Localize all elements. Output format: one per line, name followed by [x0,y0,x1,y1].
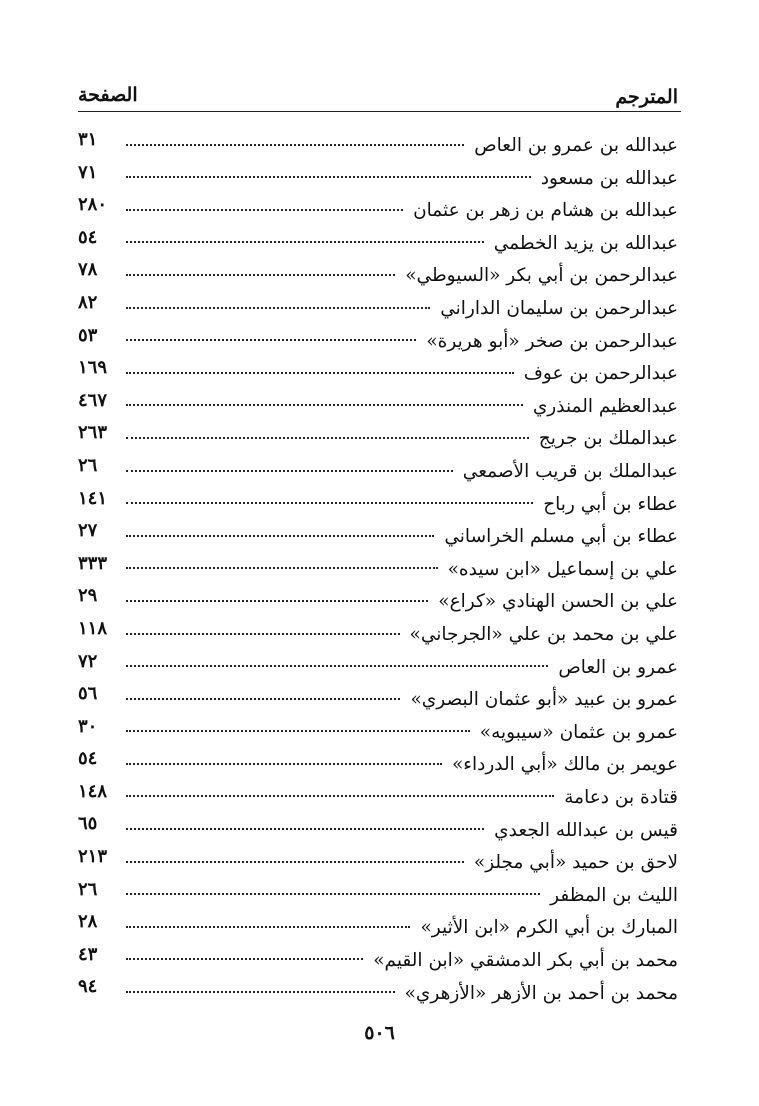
dot-leader [126,176,531,178]
entry-name: عبدالرحمن بن عوف [523,363,678,385]
index-entry [78,290,678,323]
dot-leader [126,763,442,765]
dot-leader [126,241,484,243]
index-entry [78,388,678,421]
dot-leader [126,698,400,700]
index-entry [78,453,678,486]
header-divider [78,111,681,112]
index-entry [78,486,678,519]
entry-name: عبدالملك بن جريج [538,428,678,450]
index-entry [78,714,678,747]
entry-name: عمرو بن عثمان «سيبويه» [479,721,678,743]
entry-name: عطاء بن أبي مسلم الخراساني [444,526,678,548]
entry-page-number: ٨٢ [78,291,98,313]
index-entry [78,779,678,812]
dot-leader [126,535,434,537]
index-header [78,84,678,112]
dot-leader [126,339,416,341]
entry-page-number: ٢٧ [78,520,98,542]
index-entry [78,616,678,649]
index-entry [78,974,678,1007]
entry-page-number: ٧٨ [78,259,98,281]
entry-name: عبدالله بن هشام بن زهر بن عثمان [413,200,678,222]
entry-name: محمد بن أبي بكر الدمشقي «ابن القيم» [373,949,678,971]
entry-page-number: ٢٦ [78,454,98,476]
entry-name: علي بن إسماعيل «ابن سيده» [447,558,678,580]
index-entry [78,420,678,453]
entry-name: علي بن محمد بن علي «الجرجاني» [409,624,678,645]
dot-leader [126,470,453,472]
entry-page-number: ٣١ [78,129,98,150]
index-entry [78,681,678,714]
entry-name: عبدالملك بن قريب الأصمعي [462,461,678,483]
entry-page-number: ١٤٨ [78,780,108,802]
entry-page-number: ٥٣ [78,324,98,346]
page-column-title: الصفحة [78,84,138,106]
entry-page-number: ٧٢ [78,650,98,672]
dot-leader [126,795,554,797]
index-entry [78,257,678,290]
entry-page-number: ٢٦٣ [78,422,108,444]
dot-leader [126,958,363,960]
entry-name: عويمر بن مالك «أبي الدرداء» [451,754,678,776]
index-entry [78,844,678,877]
index-entry [78,583,678,616]
translated-person-column-title: المترجم [615,86,678,108]
dot-leader [126,274,395,276]
entry-name: عبدالله بن مسعود [540,167,678,189]
entry-name: عبدالرحمن بن صخر «أبو هريرة» [426,330,678,352]
entry-name: الليث بن المظفر [550,884,678,906]
dot-leader [126,828,484,830]
index-entry [78,518,678,551]
entry-name: علي بن الحسن الهنادي «كراع» [438,591,678,613]
dot-leader [126,926,410,928]
entry-name: عبدالرحمن بن أبي بكر «السيوطي» [405,265,678,287]
index-entry [78,160,678,193]
entry-page-number: ٤٦٧ [78,389,108,411]
index-entry [78,551,678,584]
entry-page-number: ٥٤ [78,748,98,770]
entry-page-number: ٩٤ [78,976,98,998]
entry-page-number: ٢٩ [78,585,98,607]
entry-page-number: ١٦٩ [78,357,108,379]
dot-leader [126,600,428,602]
page-number: ٥٠٦ [364,1022,395,1044]
index-entry [78,192,678,225]
index-entry [78,323,678,356]
entry-name: عمرو بن العاص [558,656,678,678]
entry-name: محمد بن أحمد بن الأزهر «الأزهري» [404,982,678,1004]
dot-leader [126,991,395,993]
entry-page-number: ٢٨ [78,911,98,933]
dot-leader [126,567,438,569]
dot-leader [126,861,464,863]
index-entry [78,877,678,910]
entry-name: عطاء بن أبي رباح [543,493,678,515]
dot-leader [126,502,533,504]
entry-page-number: ١٤١ [78,487,108,509]
entry-page-number: ٣٣٣ [78,552,108,574]
entry-page-number: ١١٨ [78,617,108,639]
entry-name: عمرو بن عبيد «أبو عثمان البصري» [410,689,678,711]
entry-name: عبدالله بن يزيد الخطمي [493,232,678,254]
dot-leader [126,633,400,635]
dot-leader [126,730,470,732]
entry-page-number: ٢٨٠ [78,194,108,216]
index-entry [78,909,678,942]
dot-leader [126,893,540,895]
index-entry [78,942,678,975]
entry-page-number: ٤٣ [78,943,98,965]
dot-leader [126,437,529,439]
dot-leader [126,307,430,309]
dot-leader [126,665,548,667]
dot-leader [126,209,403,211]
index-entry [78,127,678,160]
index-entry [78,649,678,682]
index-entry [78,811,678,844]
index-entry [78,225,678,258]
entry-page-number: ٢١٣ [78,846,108,868]
entry-name: عبدالعظيم المنذري [532,395,678,417]
dot-leader [126,404,523,406]
entry-name: المبارك بن أبي الكرم «ابن الأثير» [420,917,678,939]
entry-page-number: ٥٦ [78,683,98,705]
index-entry [78,355,678,388]
entry-page-number: ٢٦ [78,878,98,900]
entry-page-number: ٥٤ [78,226,98,248]
index-entry [78,746,678,779]
dot-leader [126,144,464,146]
entry-name: قتادة بن دعامة [564,786,678,808]
entry-name: قيس بن عبدالله الجعدي [494,819,678,841]
entry-name: لاحق بن حميد «أبي مجلز» [473,852,678,874]
entry-page-number: ٣٠ [78,715,98,737]
dot-leader [126,372,514,374]
entry-page-number: ٧١ [78,161,98,183]
entry-page-number: ٦٥ [78,813,98,835]
index-entries [78,127,678,1007]
entry-name: عبدالرحمن بن سليمان الداراني [440,298,678,320]
entry-name: عبدالله بن عمرو بن العاص [474,135,678,157]
